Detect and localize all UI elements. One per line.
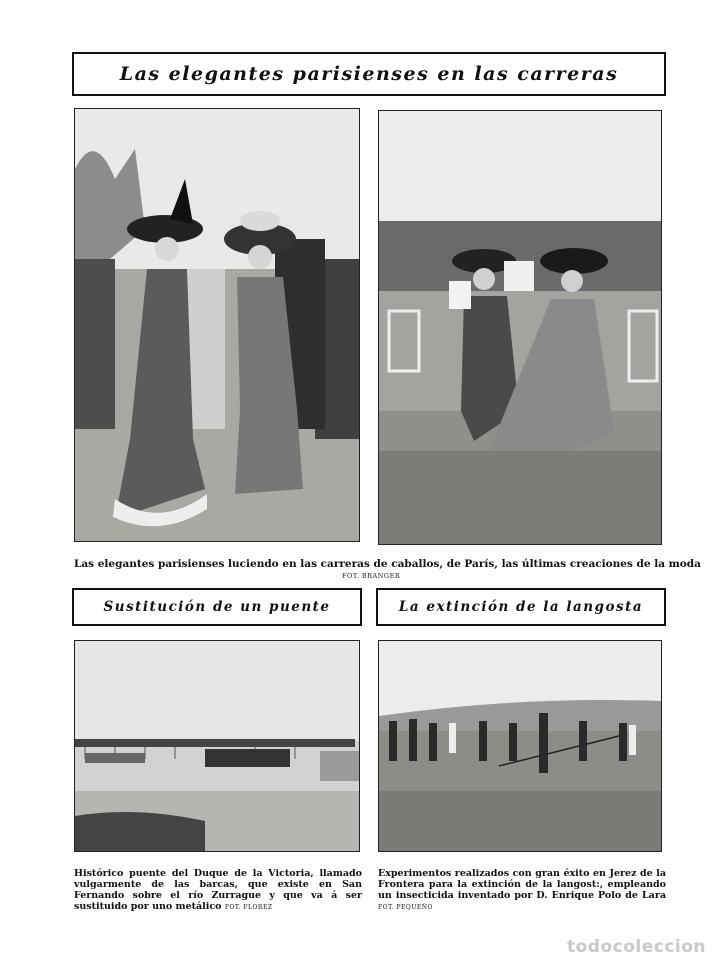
top-caption: Las elegantes parisienses luciendo en las carreras de caballos, de París, las últimas creaciones de la moda bbox=[74, 558, 701, 570]
photo-locust bbox=[378, 640, 662, 852]
photo-ladies-standing bbox=[74, 108, 360, 542]
top-credit: FOT. BRANGER bbox=[342, 572, 401, 580]
locust-caption-text: Experimentos realizados con gran éxito en Jerez de la Frontera para la extinción de la langost:, empleando un insecticida inventado por D. Enrique Polo de Lara bbox=[378, 868, 666, 901]
locust-caption bbox=[378, 868, 666, 913]
bridge-title-box bbox=[72, 588, 362, 626]
page-title-box bbox=[72, 52, 666, 96]
photo-bridge bbox=[74, 640, 360, 852]
photo-ladies-seated bbox=[378, 110, 662, 545]
locust-title: La extinción de la langosta bbox=[398, 599, 644, 615]
page-title: Las elegantes parisienses en las carreras bbox=[119, 63, 619, 85]
locust-credit: FOT. PEQUEÑO bbox=[378, 904, 433, 911]
watermark: todocoleccion bbox=[566, 937, 706, 957]
bridge-caption-text: Histórico puente del Duque de la Victoria, llamado vulgarmente de las barcas, que existe en San Fernando sobre el río Zurrague y que va á ser sustituido por uno metálico bbox=[74, 868, 362, 912]
bridge-caption bbox=[74, 868, 362, 913]
bridge-credit: FOT. FLOREZ bbox=[224, 904, 273, 911]
bridge-title: Sustitución de un puente bbox=[103, 599, 331, 615]
locust-title-box bbox=[376, 588, 666, 626]
